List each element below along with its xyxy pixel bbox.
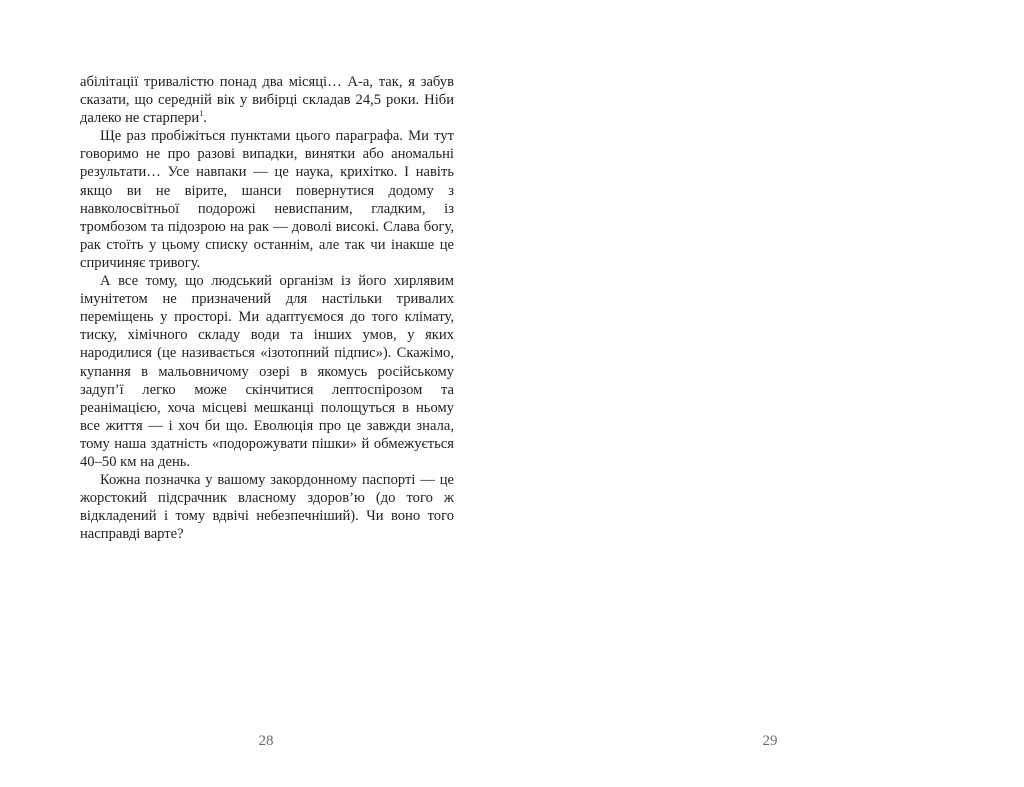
page-number-right: 29 — [762, 733, 778, 749]
paragraph-4: Кожна позначка у вашому закордонному паспорті — це жорстокий підсрачник власному здоров’ю (до того ж відкладений і тому вдвічі небезпечніший). Чи воно того насправді варте? — [80, 472, 454, 543]
footnote-marker: 1 — [199, 109, 204, 119]
right-page — [512, 0, 1024, 787]
body-text — [80, 73, 454, 543]
paragraph-1: абілітації тривалістю понад два місяці… А-а, так, я забув сказати, що середній вік у вибірці складав 24,5 роки. Ніби далеко не старпери$^1$. — [80, 74, 454, 127]
paragraph-2: Ще раз пробіжіться пунктами цього параграфа. Ми тут говоримо не про разові випадки, винятки або аномальні результати… Усе навпаки — це наука, крихітко. І навіть якщо ви не вірите, шанси повернутися додому з навколосвітньої подорожі невиспаним, гладким, із тромбозом та підозрою на рак — доволі високі. Слава богу, рак стоїть у цьому списку останнім, але так чи інакше це спричиняє тривогу. — [80, 128, 454, 271]
paragraph-1-text: абілітації тривалістю понад два місяці… А-а, так, я забув сказати, що середній вік у вибірці складав 24,5 роки. Ніби далеко не старпери — [80, 74, 454, 127]
page-number-left: 28 — [258, 733, 274, 749]
paragraph-3: А все тому, що людський організм із його хирлявим імунітетом не призначений для настільки тривалих переміщень у просторі. Ми адаптуємося до того клімату, тиску, хімічного складу води та інших умов, у яких народилися (це називається «ізотопний підпис»). Скажімо, купання в мальовничому озері в якомусь російському задуп’ї легко може скінчитися лептоспірозом та реанімацією, хоча місцеві мешканці полощуться в ньому все життя — і хоч би що. Еволюція про це завжди знала, тому наша здатність «подорожувати пішки» й обмежується 40–50 км на день. — [80, 273, 454, 470]
